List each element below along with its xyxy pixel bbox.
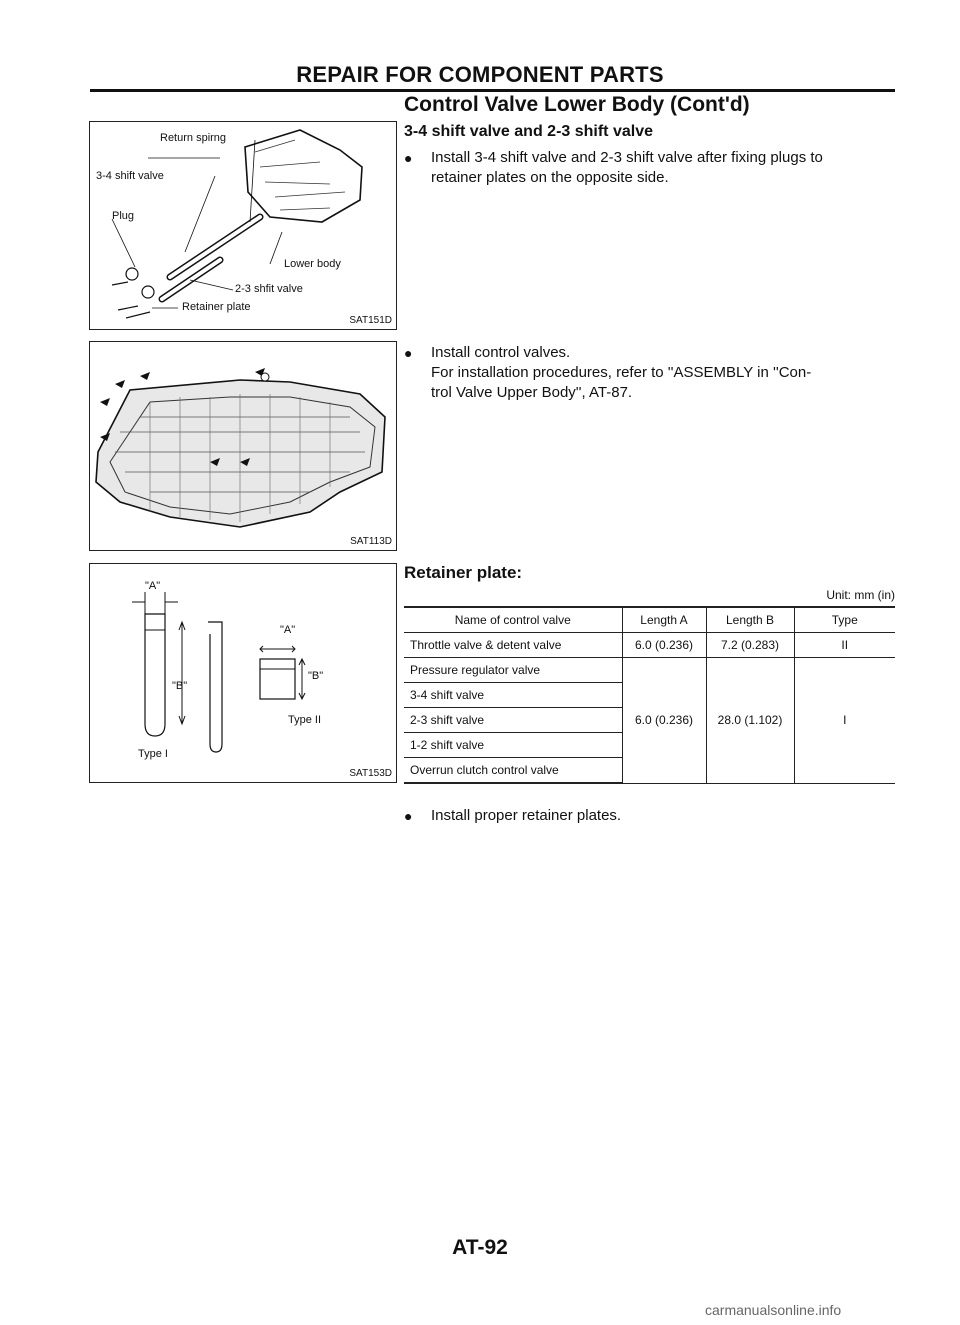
figure-retainer-plate-types [89,563,397,783]
label-a-right: "A" [280,624,296,636]
col-header-length-b: Length B [706,607,794,633]
bullet-2-line-1: Install control valves. [431,344,571,361]
table-row [404,658,895,683]
cell-length-b: 7.2 (0.283) [706,633,794,658]
bullet-dot-icon: ● [404,808,413,824]
bullet-2-line-2: For installation procedures, refer to ''ASSEMBLY in ''Con- [431,364,812,381]
bullet-1-line-1: Install 3-4 shift valve and 2-3 shift valve after fixing plugs to [431,149,823,166]
label-type-2: Type II [288,714,322,726]
label-retainer-plate: Retainer plate [182,301,251,313]
header-rule [90,89,895,92]
cell-valve-name: 3-4 shift valve [404,683,622,708]
subsection-title: 3-4 shift valve and 2-3 shift valve [404,123,653,140]
figure-code: SAT153D [349,768,392,779]
figure-shift-valves [89,121,397,330]
cell-valve-name: Throttle valve & detent valve [404,633,622,658]
cell-type: I [794,658,895,784]
label-a-left: "A" [145,580,161,592]
section-title: Control Valve Lower Body (Cont'd) [404,93,750,116]
label-23-shift-valve: 2-3 shfit valve [235,283,303,295]
col-header-length-a: Length A [622,607,706,633]
bullet-2-line-3: trol Valve Upper Body'', AT-87. [431,384,633,401]
table-row [404,633,895,658]
figure-code: SAT113D [350,536,392,547]
bullet-dot-icon: ● [404,345,413,361]
unit-label: Unit: mm (in) [826,588,895,602]
table-header-row [404,607,895,633]
cell-valve-name: 2-3 shift valve [404,708,622,733]
figure-code: SAT151D [349,315,392,326]
bullet-3-line-1: Install proper retainer plates. [431,807,622,824]
cell-valve-name: 1-2 shift valve [404,733,622,758]
control-valve-body-diagram [90,342,395,549]
label-plug: Plug [112,210,135,222]
cell-length-b: 28.0 (1.102) [706,658,794,784]
bullet-1-line-2: retainer plates on the opposite side. [431,169,669,186]
label-34-shift-valve: 3-4 shift valve [96,170,164,182]
label-b-right: "B" [308,670,324,682]
cell-length-a: 6.0 (0.236) [622,658,706,784]
label-lower-body: Lower body [284,258,341,270]
shift-valve-diagram [90,122,395,328]
figure-control-valve-install [89,341,397,551]
col-header-name: Name of control valve [404,607,622,633]
label-type-1: Type I [138,748,168,760]
retainer-plate-heading: Retainer plate: [404,563,523,582]
retainer-plate-table [404,606,895,784]
label-return-spring: Return spirng [160,132,227,144]
page-number: AT-92 [452,1236,508,1259]
cell-valve-name: Overrun clutch control valve [404,758,622,784]
retainer-plate-diagram [90,564,395,781]
label-b-left: "B" [172,680,188,692]
col-header-type: Type [794,607,895,633]
cell-valve-name: Pressure regulator valve [404,658,622,683]
page-header: REPAIR FOR COMPONENT PARTS [296,62,664,87]
cell-type: II [794,633,895,658]
bullet-dot-icon: ● [404,150,413,166]
watermark: carmanualsonline.info [705,1302,842,1318]
cell-length-a: 6.0 (0.236) [622,633,706,658]
